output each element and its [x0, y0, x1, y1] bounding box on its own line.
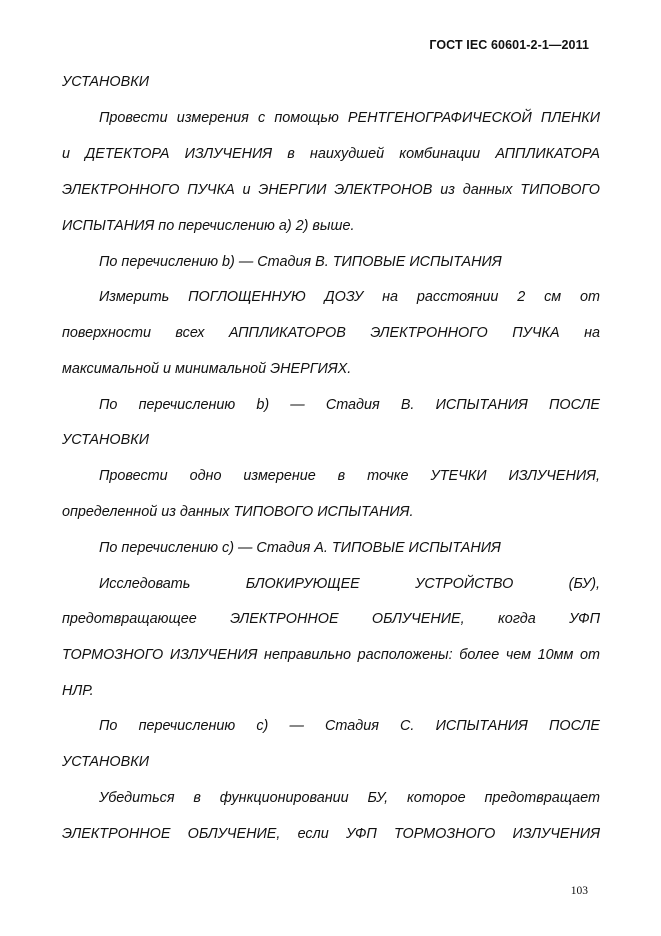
text-line: Измерить ПОГЛОЩЕННУЮ ДОЗУ на расстоянии 2 см от — [99, 289, 600, 305]
text-line: определенной из данных ТИПОВОГО ИСПЫТАНИЯ. — [62, 504, 414, 520]
text-line: По перечислению b) — Стадия В. ИСПЫТАНИЯ ПОСЛЕ — [99, 397, 600, 413]
text-line: ИСПЫТАНИЯ по перечислению а) 2) выше. — [62, 218, 355, 234]
text-line: По перечислению b) — Стадия В. ТИПОВЫЕ ИСПЫТАНИЯ — [99, 254, 502, 270]
text-line: УСТАНОВКИ — [62, 74, 149, 90]
text-line: ЭЛЕКТРОННОЕ ОБЛУЧЕНИЕ, если УФП ТОРМОЗНОГО ИЗЛУЧЕНИЯ — [62, 826, 600, 842]
text-line: ЭЛЕКТРОННОГО ПУЧКА и ЭНЕРГИИ ЭЛЕКТРОНОВ из данных ТИПОВОГО — [62, 182, 600, 198]
text-line: Провести измерения с помощью РЕНТГЕНОГРАФИЧЕСКОЙ ПЛЕНКИ — [99, 110, 600, 126]
text-line: Убедиться в функционировании БУ, которое предотвращает — [99, 790, 600, 806]
text-line: максимальной и минимальной ЭНЕРГИЯХ. — [62, 361, 352, 377]
text-line: НЛР. — [62, 683, 94, 699]
text-line: ТОРМОЗНОГО ИЗЛУЧЕНИЯ неправильно расположены: более чем 10мм от — [62, 647, 600, 663]
text-line: Провести одно измерение в точке УТЕЧКИ ИЗЛУЧЕНИЯ, — [99, 468, 600, 484]
text-line: По перечислению с) — Стадия А. ТИПОВЫЕ ИСПЫТАНИЯ — [99, 540, 501, 556]
text-line: Исследовать БЛОКИРУЮЩЕЕ УСТРОЙСТВО (БУ), — [99, 576, 600, 592]
text-line: предотвращающее ЭЛЕКТРОННОЕ ОБЛУЧЕНИЕ, когда УФП — [62, 611, 600, 627]
text-line: УСТАНОВКИ — [62, 754, 149, 770]
page-number: 103 — [570, 885, 588, 897]
text-line: УСТАНОВКИ — [62, 432, 149, 448]
text-line: По перечислению с) — Стадия С. ИСПЫТАНИЯ ПОСЛЕ — [99, 718, 600, 734]
text-line: поверхности всех АППЛИКАТОРОВ ЭЛЕКТРОННОГО ПУЧКА на — [62, 325, 600, 341]
text-line: и ДЕТЕКТОРА ИЗЛУЧЕНИЯ в наихудшей комбинации АППЛИКАТОРА — [62, 146, 600, 162]
standard-header: ГОСТ IEC 60601-2-1—2011 — [429, 38, 589, 52]
